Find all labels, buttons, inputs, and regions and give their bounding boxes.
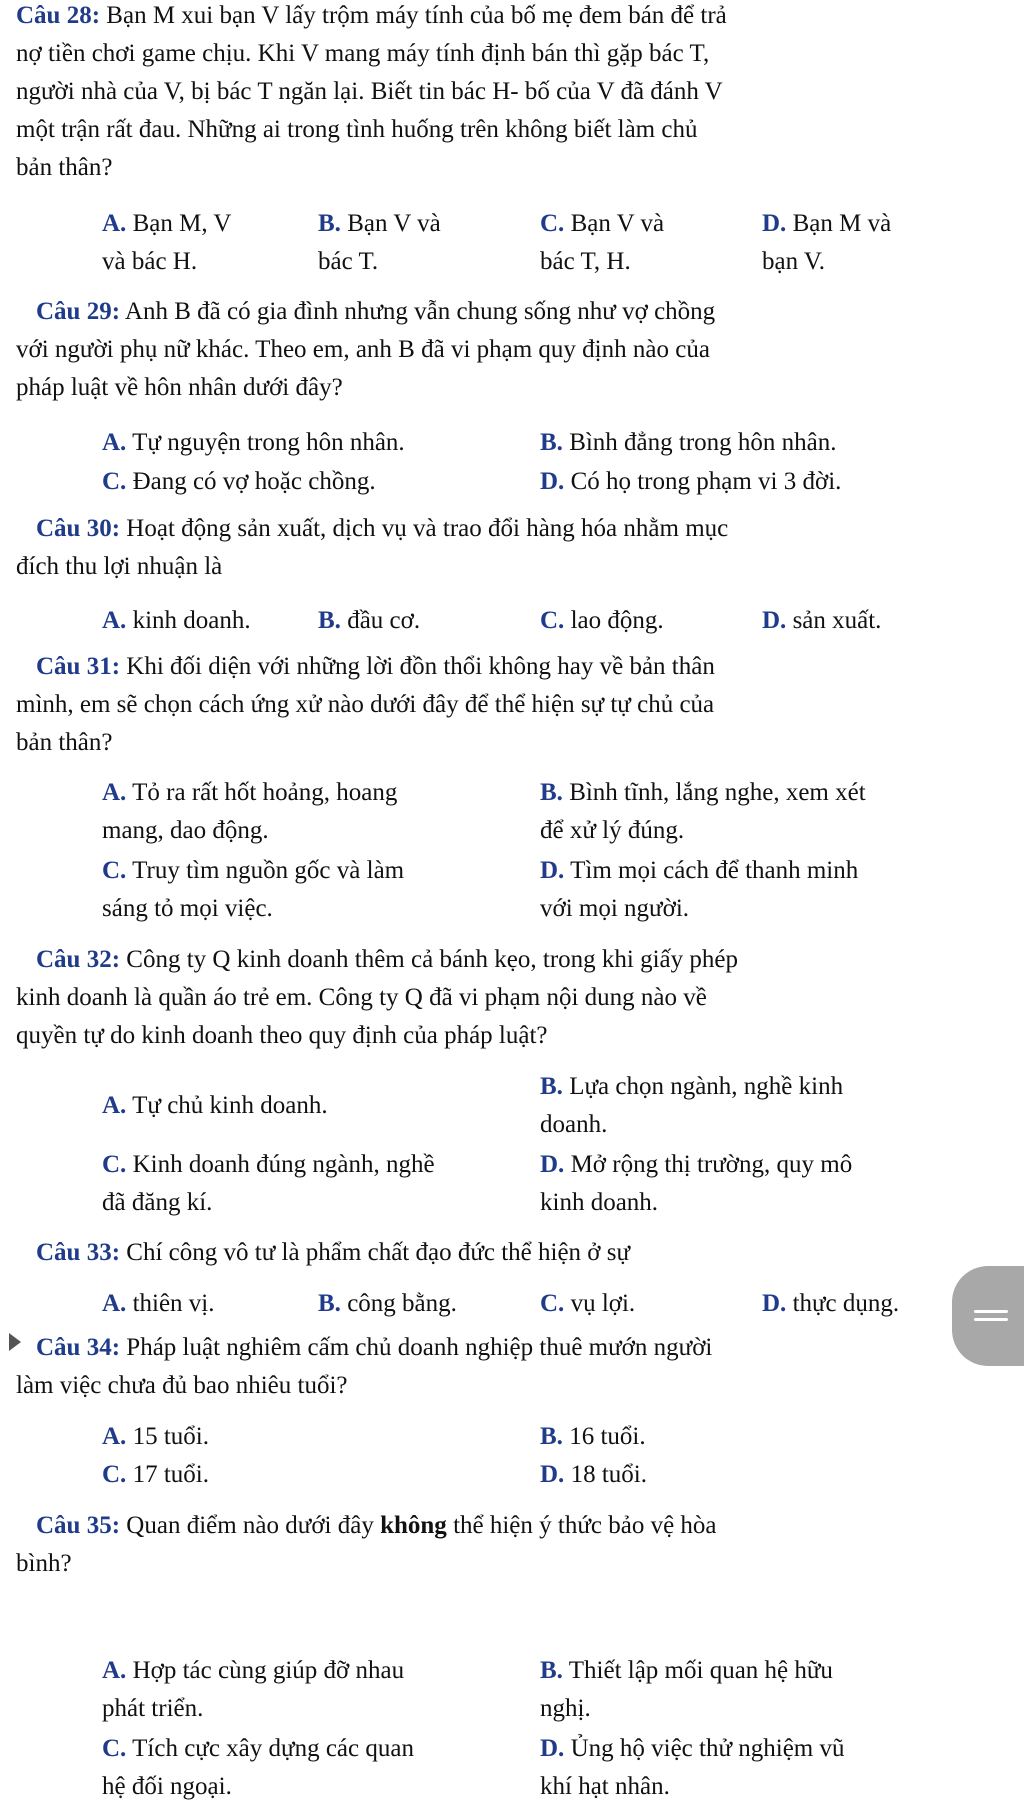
- q31-option-d: D. Tìm mọi cách để thanh minh: [540, 857, 859, 884]
- q28-number: Câu 28:: [16, 2, 101, 29]
- q28-stem-line-5: bản thân?: [16, 154, 113, 181]
- q33-option-b: B. công bằng.: [318, 1290, 457, 1317]
- q34-stem-line-2: làm việc chưa đủ bao nhiêu tuổi?: [16, 1372, 348, 1399]
- q30-option-b: B. đầu cơ.: [318, 607, 421, 634]
- q28-stem-line-1: Câu 28: Bạn M xui bạn V lấy trộm máy tính của bố mẹ đem bán để trả: [16, 2, 727, 29]
- q28-stem-line-3: người nhà của V, bị bác T ngăn lại. Biết tin bác H- bố của V đã đánh V: [16, 78, 723, 105]
- q34-option-d: D. 18 tuổi.: [540, 1461, 647, 1488]
- q31-option-c-cont: sáng tỏ mọi việc.: [102, 895, 273, 922]
- handle-line-icon: [974, 1310, 1008, 1313]
- q33-option-a: A. thiên vị.: [102, 1290, 215, 1317]
- q32-option-b: B. Lựa chọn ngành, nghề kinh: [540, 1073, 844, 1100]
- q34-stem-line-1: Câu 34: Pháp luật nghiêm cấm chủ doanh nghiệp thuê mướn người: [36, 1334, 713, 1361]
- q28-option-b-cont: bác T.: [318, 248, 379, 275]
- q31-option-c: C. Truy tìm nguồn gốc và làm: [102, 857, 405, 884]
- q28-option-b: B. Bạn V và: [318, 210, 441, 237]
- q31-stem-line-1: Câu 31: Khi đối diện với những lời đồn thổi không hay về bản thân: [36, 653, 715, 680]
- q28-option-d-cont: bạn V.: [762, 248, 825, 275]
- q35-stem-line-2: bình?: [16, 1550, 72, 1577]
- q33-option-d: D. thực dụng.: [762, 1290, 900, 1317]
- q32-option-d: D. Mở rộng thị trường, quy mô: [540, 1151, 853, 1178]
- q31-option-b-cont: để xử lý đúng.: [540, 817, 685, 844]
- q32-option-d-cont: kinh doanh.: [540, 1189, 659, 1216]
- q35-option-a: A. Hợp tác cùng giúp đỡ nhau: [102, 1657, 405, 1684]
- q31-stem-line-2: mình, em sẽ chọn cách ứng xử nào dưới đây để thể hiện sự tự chủ của: [16, 691, 715, 718]
- q28-option-a: A. Bạn M, V: [102, 210, 232, 237]
- q29-option-d: D. Có họ trong phạm vi 3 đời.: [540, 468, 842, 495]
- q29-option-b: B. Bình đẳng trong hôn nhân.: [540, 429, 837, 456]
- q31-option-a: A. Tỏ ra rất hốt hoảng, hoang: [102, 779, 398, 806]
- q33-option-c: C. vụ lợi.: [540, 1290, 636, 1317]
- q31-option-b: B. Bình tĩnh, lắng nghe, xem xét: [540, 779, 866, 806]
- q34-option-b: B. 16 tuổi.: [540, 1423, 646, 1450]
- q28-stem-line-2: nợ tiền chơi game chịu. Khi V mang máy tính định bán thì gặp bác T,: [16, 40, 710, 67]
- q35-option-c-cont: hệ đối ngoại.: [102, 1773, 232, 1800]
- drawer-handle[interactable]: [952, 1266, 1024, 1366]
- q30-number: Câu 30:: [36, 515, 121, 542]
- q30-option-d: D. sản xuất.: [762, 607, 882, 634]
- q34-number: Câu 34:: [36, 1334, 121, 1361]
- q29-stem-line-2: với người phụ nữ khác. Theo em, anh B đã vi phạm quy định nào của: [16, 336, 710, 363]
- q32-option-b-cont: doanh.: [540, 1111, 608, 1138]
- handle-line-icon: [974, 1318, 1008, 1321]
- q29-number: Câu 29:: [36, 298, 121, 325]
- q34-option-c: C. 17 tuổi.: [102, 1461, 209, 1488]
- q28-option-c: C. Bạn V và: [540, 210, 665, 237]
- q29-option-a: A. Tự nguyện trong hôn nhân.: [102, 429, 405, 456]
- q35-emphasis: không: [380, 1512, 447, 1539]
- q29-option-c: C. Đang có vợ hoặc chồng.: [102, 468, 376, 495]
- q31-stem-line-3: bản thân?: [16, 729, 113, 756]
- q34-option-a: A. 15 tuổi.: [102, 1423, 209, 1450]
- q32-option-c: C. Kinh doanh đúng ngành, nghề: [102, 1151, 435, 1178]
- q35-option-d: D. Ủng hộ việc thử nghiệm vũ: [540, 1735, 845, 1762]
- q29-stem-line-3: pháp luật về hôn nhân dưới đây?: [16, 374, 343, 401]
- q30-stem-line-1: Câu 30: Hoạt động sản xuất, dịch vụ và trao đổi hàng hóa nhằm mục: [36, 515, 729, 542]
- q28-option-a-cont: và bác H.: [102, 248, 198, 275]
- q35-option-b-cont: nghị.: [540, 1695, 591, 1722]
- q30-stem-line-2: đích thu lợi nhuận là: [16, 553, 223, 580]
- q35-stem-line-1: Câu 35: Quan điểm nào dưới đây không thể hiện ý thức bảo vệ hòa: [36, 1512, 717, 1539]
- q28-option-c-cont: bác T, H.: [540, 248, 631, 275]
- q32-stem-line-1: Câu 32: Công ty Q kinh doanh thêm cả bánh kẹo, trong khi giấy phép: [36, 946, 738, 973]
- q31-number: Câu 31:: [36, 653, 121, 680]
- q32-stem-line-2: kinh doanh là quần áo trẻ em. Công ty Q đã vi phạm nội dung nào về: [16, 984, 707, 1011]
- q35-option-a-cont: phát triển.: [102, 1695, 204, 1722]
- q31-option-d-cont: với mọi người.: [540, 895, 690, 922]
- q29-stem-line-1: Câu 29: Anh B đã có gia đình nhưng vẫn chung sống như vợ chồng: [36, 298, 716, 325]
- q33-number: Câu 33:: [36, 1239, 121, 1266]
- q32-stem-line-3: quyền tự do kinh doanh theo quy định của pháp luật?: [16, 1022, 548, 1049]
- q31-option-a-cont: mang, dao động.: [102, 817, 269, 844]
- q32-option-c-cont: đã đăng kí.: [102, 1189, 213, 1216]
- q28-option-d: D. Bạn M và: [762, 210, 892, 237]
- q30-option-a: A. kinh doanh.: [102, 607, 251, 634]
- q32-option-a: A. Tự chủ kinh doanh.: [102, 1092, 328, 1119]
- q32-number: Câu 32:: [36, 946, 121, 973]
- q35-option-c: C. Tích cực xây dựng các quan: [102, 1735, 414, 1762]
- q35-number: Câu 35:: [36, 1512, 121, 1539]
- q33-stem-line-1: Câu 33: Chí công vô tư là phẩm chất đạo đức thể hiện ở sự: [36, 1239, 631, 1266]
- q35-option-d-cont: khí hạt nhân.: [540, 1773, 670, 1800]
- q30-option-c: C. lao động.: [540, 607, 664, 634]
- q35-option-b: B. Thiết lập mối quan hệ hữu: [540, 1657, 833, 1684]
- play-arrow-icon[interactable]: [9, 1333, 21, 1351]
- q28-stem-line-4: một trận rất đau. Những ai trong tình huống trên không biết làm chủ: [16, 116, 698, 143]
